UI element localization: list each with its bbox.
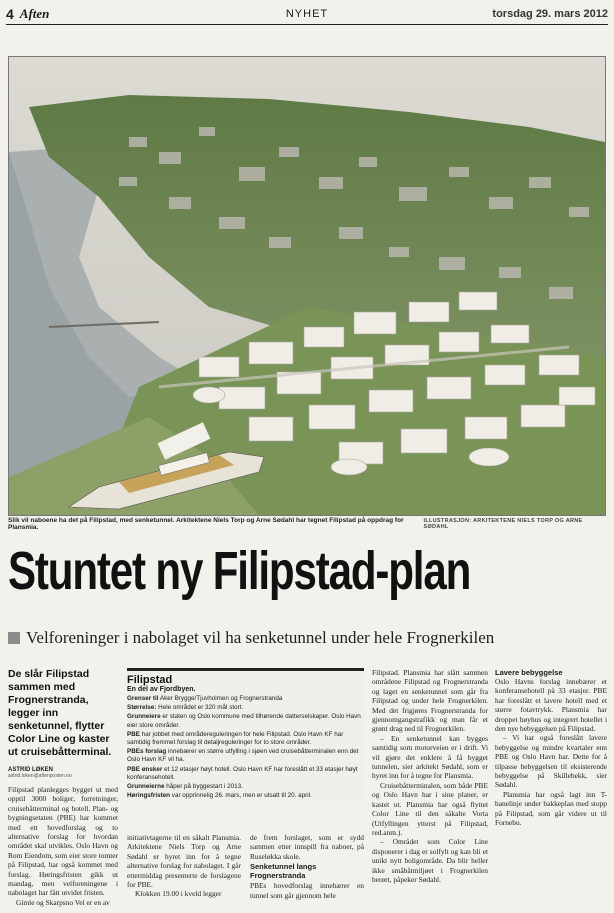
body-paragraph: Cruisebåtterminalen, som både PBE og Oslo Havn har i sine planer, er kastet ut. Plansmia har også flyttet Color Line til den såkalte Vorta (Utfyllingen ytterst på Filipstad, red.anm.). (372, 780, 488, 837)
factbox-item-label: Størrelse: (127, 704, 157, 712)
factbox-item (127, 748, 364, 764)
article-column-4 (372, 668, 488, 884)
factbox-title: Filipstad (127, 674, 173, 686)
subheadline-text: Velforeninger i nabolaget vil ha senketunnel under hele Frognerkilen (26, 628, 495, 647)
factbox-subtitle: En del av Fjordbyen. (127, 686, 196, 693)
section-label: NYHET (285, 8, 329, 20)
factbox-item (127, 704, 364, 712)
newspaper-logo: Aften (19, 6, 50, 21)
factbox-item (127, 766, 364, 782)
body-paragraph: Klokken 19.00 i kveld legger (135, 889, 222, 899)
square-bullet-icon (8, 632, 20, 644)
page-number: 4 (6, 6, 14, 22)
factbox-item-label: PBE (127, 730, 140, 738)
lead-paragraph: De slår Filipstad sammen med Frognerstranda, legger inn senketunnel, flytter Color Line og kaster ut cruisebåtterminal. (8, 668, 112, 758)
body-paragraph: Oslo Havns forslag innebærer et konferansehotell på 33 etasjer. PBE har foreslått et lavere hotell med et større fotavtrykk. Plansmia har droppet høyhus og integrert hotellet i den nye bebyggelsen på Filipstad. (495, 677, 607, 734)
factbox-item-label: PBEs forslag (127, 748, 167, 756)
factbox-item-label: Grunneiere (127, 713, 161, 721)
photo-caption: Slik vil naboene ha det på Filipstad, med senketunnel. Arkitektene Niels Torp og Arne Sødahl har tegnet Filipstad på oppdrag for Plansmia. (8, 517, 404, 531)
byline-email: astrid.loken@aftenposten.no (8, 773, 72, 779)
factbox-item (127, 731, 364, 747)
body-paragraph: Filipstad. Plansmia har slått sammen områdene Filipstad og Frognerstranda og laget en senketunnel som går fra Filipstad og under hele Frognerkilen. Med det frigjøres Frognerstranda for gjennomgangstrafikk og man får et grønt drag ned til Frognerkilen. (372, 668, 488, 734)
body-paragraph: PBEs hovedforslag innebærer en tunnel som går gjennom hele (250, 881, 364, 900)
architect-illustration (8, 56, 606, 516)
factbox-item-text: innebærer en større utfylling i sjøen ved cruisebåtterminalen enn det Oslo Havn KF vil ha. (127, 748, 359, 764)
photo-credit: ILLUSTRASJON: ARKITEKTENE NIELS TORP OG ARNE SØDAHL (423, 518, 583, 530)
factbox-item (127, 695, 364, 703)
issue-date: torsdag 29. mars 2012 (492, 8, 608, 20)
factbox-item (127, 792, 364, 800)
factbox-item (127, 783, 364, 791)
aerial-rendering-image (9, 57, 605, 515)
factbox-item-label: Grunneierne (127, 783, 165, 791)
body-paragraph: Gimle og Skarpsno Vel er en av (16, 897, 110, 907)
factbox-item-label: Grenser til (127, 695, 159, 702)
body-paragraph: initiativtagerne til en såkalt Plansmia. Arkitektene Niels Torp og Arne Sødahl er hyret inn for å tegne alternative forslag for nabolaget. I går ettermiddag presenterte de forslagene for PBE. (127, 833, 241, 890)
intertitle: Senketunnel langs Frognerstranda (250, 862, 317, 881)
headline: Stuntet ny Filipstad-plan (8, 541, 471, 601)
factbox-item (127, 713, 364, 729)
article-column-5 (495, 668, 607, 828)
factbox (127, 668, 364, 801)
factbox-item-text: har jobbet med områdereguleringen for hele Filipstad. Oslo Havn KF har samtidig fremmet forslag til detaljreguleringer for to store områder. (127, 730, 344, 747)
intertitle: Lavere bebyggelse (495, 668, 563, 677)
article-column-2 (127, 833, 241, 899)
byline: ASTRID LØKEN (8, 767, 53, 773)
factbox-item-label: PBE ønsker (127, 765, 163, 773)
header-left (6, 6, 49, 22)
body-paragraph: – En senketunnel kan bygges samtidig som motorveien er i drift. Vi vil gjøre det enklere å få bygget tunnelen, sier arkitekt Sødahl, som er hyret inn for å tegne for Plansmia. (372, 733, 488, 781)
body-paragraph: de frem forslaget, som er sydd sammen etter innspill fra naboer, på Ruseløkka skole. (250, 833, 364, 861)
body-paragraph: Filipstad planlegges bygget ut med opptil 3000 boliger, forretninger, cruisebåtterminal og hotell. Plan- og bygningsetaten (PBE) har kommet med ett hovedforslag og to alternative forslag for hvordan området skal utvikles. Oslo Havn og Rom Eiendom, som eier store tomter på Filipstad, har også kommet med forslag. Høringsfristen gikk ut mandag, men velforeningene i nabolaget har fått utvidet fristen. (8, 785, 118, 898)
factbox-item-text: var opprinnelig 26. mars, men er utsatt til 20. april. (171, 792, 312, 800)
subheadline (8, 628, 608, 648)
factbox-item-text: er staten og Oslo kommune med tilhørende datterselskaper. Oslo Havn eier store områder. (127, 713, 361, 729)
caption-bar (8, 518, 604, 530)
article-column-3 (250, 833, 364, 900)
factbox-item-text: et 12 etasjer høyt hotell. Oslo Havn KF har foreslått et 33 etasjer høyt konferansehotell. (127, 765, 358, 781)
body-paragraph: Plansmia har også lagt inn T-banelinje under bakkeplan med stopp på Filipstad, som går videre ut til Fornebu. (495, 789, 607, 828)
factbox-item-text: Hele området er 320 mål stort. (158, 704, 244, 712)
body-paragraph: – Vi har også foreslått lavere bebyggelse og mindre kvartaler enn PBE og Oslo Havn har. Dette for å tilpasse bebyggelsen til eksisterende bebyggelse på Skillebekk, sier Sødahl. (495, 733, 607, 790)
factbox-item-text: Aker Brygge/Tjuvholmen og Frognerstranda (159, 695, 283, 702)
page-header (6, 4, 608, 25)
body-paragraph: – Området som Color Line disponerer i dag er solfylt og kan bli et unikt nytt boligområde. Da blir heller ikke småbåtmiljøet i Frognerkilen berørt, påpeker Sødahl. (372, 837, 488, 884)
factbox-item-text: håper på byggestart i 2013. (166, 783, 243, 791)
factbox-item-label: Høringsfristen (127, 792, 171, 800)
article-column-1 (8, 668, 118, 907)
